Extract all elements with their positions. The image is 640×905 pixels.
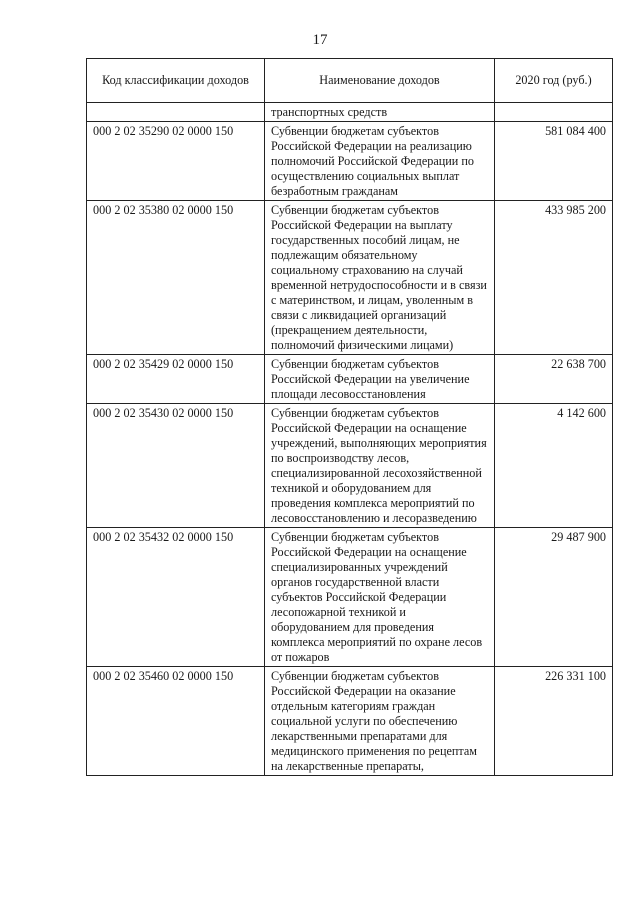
- row-name: Субвенции бюджетам субъектов Российской Федерации на реализацию полномочий Российской Федерации по осуществлению социальных выплат безработным гражданам: [265, 122, 495, 201]
- row-amount: [495, 103, 613, 122]
- row-amount: 4 142 600: [495, 404, 613, 528]
- revenue-table: [86, 58, 613, 776]
- row-name: Субвенции бюджетам субъектов Российской Федерации на выплату государственных пособий лицам, не подлежащим обязательному социальному страхованию на случай временной нетрудоспособности и в связи с материнством, и лицам, уволенным в связи с ликвидацией организаций (прекращением деятельности, полномочий физическими лицами): [265, 201, 495, 355]
- row-name: транспортных средств: [265, 103, 495, 122]
- row-code: 000 2 02 35432 02 0000 150: [87, 528, 265, 667]
- row-name: Субвенции бюджетам субъектов Российской Федерации на увеличение площади лесовосстановления: [265, 355, 495, 404]
- row-code: 000 2 02 35290 02 0000 150: [87, 122, 265, 201]
- header-name: Наименование доходов: [265, 59, 495, 103]
- row-code: 000 2 02 35460 02 0000 150: [87, 667, 265, 776]
- row-code: 000 2 02 35429 02 0000 150: [87, 355, 265, 404]
- row-name: Субвенции бюджетам субъектов Российской Федерации на оснащение специализированных учреждений органов государственной власти субъектов Российской Федерации лесопожарной техникой и оборудованием для проведения комплекса мероприятий по охране лесов от пожаров: [265, 528, 495, 667]
- row-name: Субвенции бюджетам субъектов Российской Федерации на оказание отдельным категориям граждан социальной услуги по обеспечению лекарственными препаратами для медицинского применения по рецептам на лекарственные препараты,: [265, 667, 495, 776]
- page-number: 17: [312, 32, 328, 48]
- row-code: 000 2 02 35430 02 0000 150: [87, 404, 265, 528]
- table-header-row: [87, 59, 613, 103]
- row-code: [87, 103, 265, 122]
- row-amount: 433 985 200: [495, 201, 613, 355]
- table-row: [87, 355, 613, 404]
- table-row: [87, 201, 613, 355]
- table-row: [87, 122, 613, 201]
- row-amount: 29 487 900: [495, 528, 613, 667]
- row-name: Субвенции бюджетам субъектов Российской Федерации на оснащение учреждений, выполняющих мероприятия по воспроизводству лесов, специализированной лесохозяйственной техникой и оборудованием для проведения комплекса мероприятий по лесовосстановлению и лесоразведению: [265, 404, 495, 528]
- row-code: 000 2 02 35380 02 0000 150: [87, 201, 265, 355]
- row-amount: 22 638 700: [495, 355, 613, 404]
- header-amount: 2020 год (руб.): [495, 59, 613, 103]
- table-row: [87, 103, 613, 122]
- table-row: [87, 404, 613, 528]
- table-row: [87, 667, 613, 776]
- row-amount: 226 331 100: [495, 667, 613, 776]
- table-row: [87, 528, 613, 667]
- row-amount: 581 084 400: [495, 122, 613, 201]
- header-code: Код классификации доходов: [87, 59, 265, 103]
